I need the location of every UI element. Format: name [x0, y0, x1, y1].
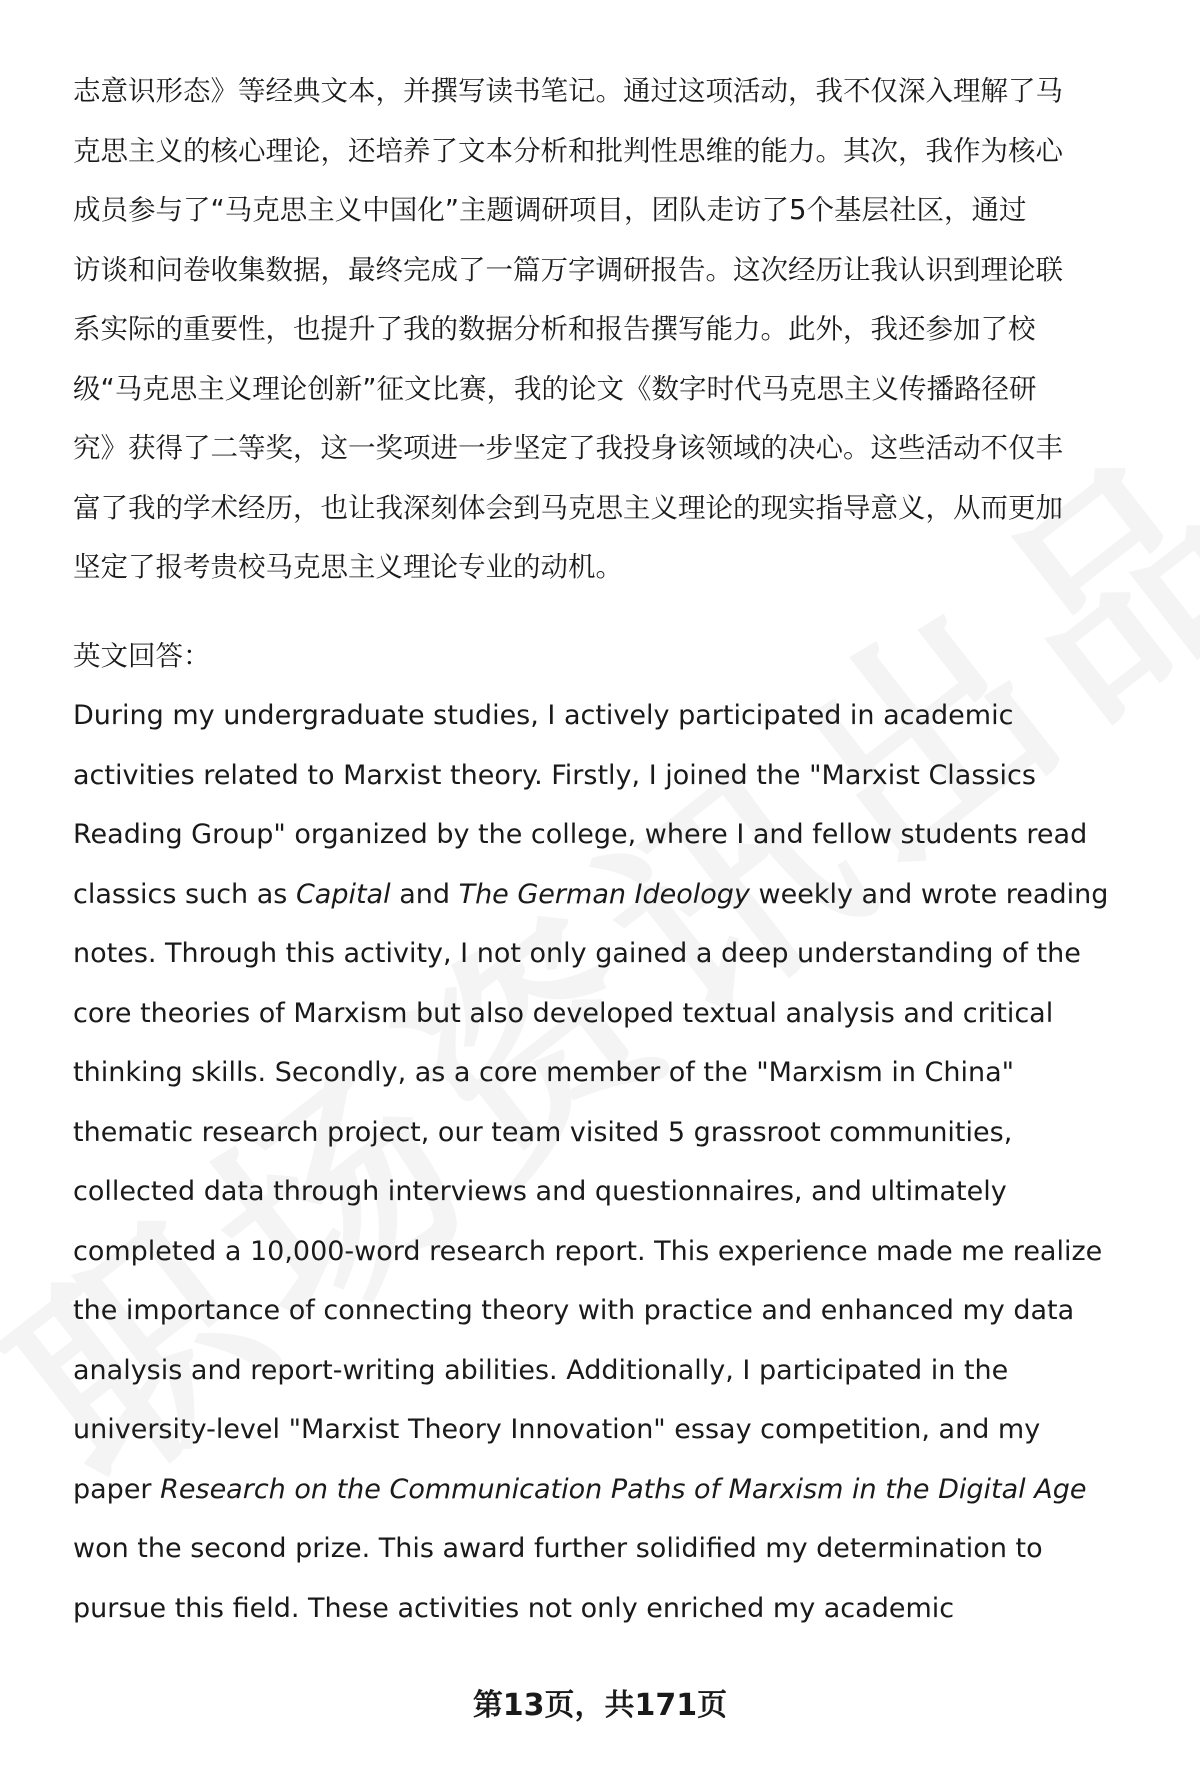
english-answer-heading: 英文回答： [73, 639, 211, 672]
body-text [73, 62, 1153, 1638]
en-line: core theories of Marxism but also developed textual analysis and critical [73, 997, 1054, 1029]
book-title-capital: Capital [295, 878, 391, 910]
en-line: thinking skills. Secondly, as a core member of the "Marxism in China" [73, 1057, 1015, 1088]
en-line: notes. Through this activity, I not only gained a deep understanding of the [73, 938, 1081, 969]
en-line: university-level "Marxist Theory Innovation" essay competition, and my [73, 1414, 1041, 1445]
paper-title: Research on the Communication Paths of Marxism in the Digital Age [160, 1473, 1087, 1505]
en-line: the importance of connecting theory with practice and enhanced my data [73, 1295, 1075, 1326]
zh-line: 坚定了报考贵校马克思主义理论专业的动机。 [73, 551, 623, 583]
page-number-footer: 第13页，共171页 [472, 1688, 728, 1723]
en-line: analysis and report-writing abilities. Additionally, I participated in the [73, 1354, 1009, 1386]
zh-line: 访谈和问卷收集数据，最终完成了一篇万字调研报告。这次经历让我认识到理论联 [73, 253, 1063, 286]
en-line: activities related to Marxist theory. Firstly, I joined the "Marxist Classics [73, 759, 1036, 791]
zh-line: 究》获得了二等奖，这一奖项进一步坚定了我投身该领域的决心。这些活动不仅丰 [73, 432, 1063, 464]
en-line: pursue this field. These activities not only enriched my academic [73, 1592, 955, 1624]
zh-line: 成员参与了“马克思主义中国化”主题调研项目，团队走访了5个基层社区，通过 [73, 194, 1027, 226]
zh-line: 富了我的学术经历，也让我深刻体会到马克思主义理论的现实指导意义，从而更加 [73, 491, 1063, 524]
en-line: Reading Group" organized by the college, where I and fellow students read [73, 819, 1088, 850]
zh-line: 克思主义的核心理论，还培养了文本分析和批判性思维的能力。其次，我作为核心 [73, 134, 1063, 167]
zh-line: 系实际的重要性，也提升了我的数据分析和报告撰写能力。此外，我还参加了校 [73, 313, 1036, 345]
en-line: completed a 10,000-word research report. This experience made me realize [73, 1235, 1103, 1267]
en-line: During my undergraduate studies, I actively participated in academic [73, 700, 1014, 731]
en-line: classics such as Capital and The German Ideology weekly and wrote reading [73, 878, 1109, 910]
en-line: collected data through interviews and questionnaires, and ultimately [73, 1176, 1007, 1207]
zh-line: 级“马克思主义理论创新”征文比赛，我的论文《数字时代马克思主义传播路径研 [73, 372, 1037, 405]
en-line: won the second prize. This award further solidified my determination to [73, 1533, 1043, 1564]
book-title-german-ideology: The German Ideology [458, 878, 750, 910]
zh-line: 志意识形态》等经典文本，并撰写读书笔记。通过这项活动，我不仅深入理解了马 [73, 75, 1063, 107]
en-line: paper Research on the Communication Paths of Marxism in the Digital Age [73, 1473, 1087, 1505]
en-line: thematic research project, our team visited 5 grassroot communities, [73, 1116, 1013, 1148]
